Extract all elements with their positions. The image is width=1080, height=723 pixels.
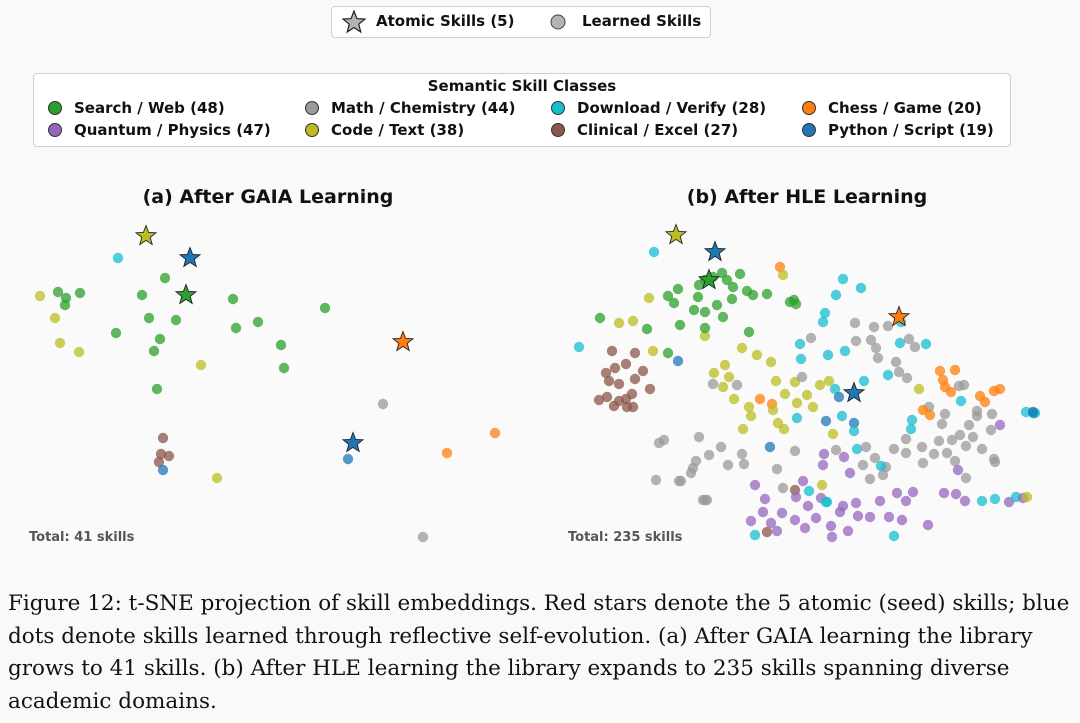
skill-point (771, 376, 781, 386)
skill-point (817, 480, 827, 490)
skill-point (160, 273, 170, 283)
skill-point (724, 372, 734, 382)
skill-point (607, 346, 617, 356)
skill-point (977, 444, 987, 454)
skill-point (852, 444, 862, 454)
skill-point (878, 470, 888, 480)
skill-point (750, 530, 760, 540)
skill-point (644, 293, 654, 303)
skill-point (791, 299, 801, 309)
skill-point (55, 338, 65, 348)
class-legend-label: Search / Web (48) (74, 99, 225, 117)
panel-b-total: Total: 235 skills (568, 530, 683, 545)
skill-point (831, 445, 841, 455)
skill-point (739, 459, 749, 469)
skill-point (732, 380, 742, 390)
skill-point (673, 356, 683, 366)
skill-point (827, 532, 837, 542)
skill-point (723, 460, 733, 470)
skill-point (839, 452, 849, 462)
skill-point (792, 413, 802, 423)
skill-point (837, 411, 847, 421)
skill-point (850, 318, 860, 328)
skill-point (986, 425, 996, 435)
skill-point (574, 342, 584, 352)
skill-point (908, 487, 918, 497)
skill-point (50, 313, 60, 323)
skill-point (907, 415, 917, 425)
marker-legend-learned: Learned Skills (582, 12, 702, 30)
skill-point (212, 473, 222, 483)
skill-point (729, 394, 739, 404)
skill-point (663, 348, 673, 358)
skill-point (961, 441, 971, 451)
skill-point (35, 291, 45, 301)
skill-point (689, 305, 699, 315)
skill-point (803, 501, 813, 511)
skill-point (921, 339, 931, 349)
skill-point (869, 322, 879, 332)
skill-point (960, 496, 970, 506)
atomic-skill-star (180, 248, 200, 267)
skill-point (895, 338, 905, 348)
class-legend-title: Semantic Skill Classes (427, 77, 617, 95)
skill-point (735, 269, 745, 279)
skill-point (901, 434, 911, 444)
skill-point (889, 444, 899, 454)
skill-point (768, 405, 778, 415)
skill-point (955, 430, 965, 440)
skill-point (910, 342, 920, 352)
skill-point (821, 497, 831, 507)
skill-point (902, 373, 912, 383)
skill-point (792, 398, 802, 408)
skill-point (718, 382, 728, 392)
skill-point (780, 389, 790, 399)
skill-point (828, 429, 838, 439)
skill-point (609, 401, 619, 411)
skill-point (811, 513, 821, 523)
skill-point (800, 523, 810, 533)
skill-point (819, 449, 829, 459)
skill-point (777, 508, 787, 518)
class-legend-label: Clinical / Excel (27) (577, 121, 739, 139)
skill-point (946, 387, 956, 397)
skill-point (851, 498, 861, 508)
skill-point (755, 394, 765, 404)
skill-point (594, 395, 604, 405)
skill-point (818, 460, 828, 470)
skill-point (746, 411, 756, 421)
skill-point (378, 399, 388, 409)
skill-point (694, 432, 704, 442)
skill-point (897, 515, 907, 525)
skill-point (972, 406, 982, 416)
skill-point (718, 312, 728, 322)
skill-point (849, 426, 859, 436)
skill-point (674, 476, 684, 486)
skill-point (772, 526, 782, 536)
skill-point (621, 359, 631, 369)
skill-point (158, 465, 168, 475)
skill-point (614, 379, 624, 389)
class-legend-label: Code / Text (38) (331, 121, 465, 139)
skill-point (490, 428, 500, 438)
skill-point (826, 521, 836, 531)
skill-point (231, 323, 241, 333)
skill-point (144, 313, 154, 323)
skill-point (950, 456, 960, 466)
atomic-skill-star (176, 285, 196, 304)
skill-point (595, 313, 605, 323)
skill-point (989, 454, 999, 464)
skill-point (649, 247, 659, 257)
skill-point (808, 402, 818, 412)
skill-point (60, 300, 70, 310)
skill-point (934, 436, 944, 446)
skill-point (320, 303, 330, 313)
skill-point (959, 380, 969, 390)
skill-point (961, 473, 971, 483)
skill-point (669, 298, 679, 308)
class-legend-label: Download / Verify (28) (577, 99, 767, 117)
panel-a-title: (a) After GAIA Learning (142, 186, 394, 208)
skill-point (614, 318, 624, 328)
skill-point (765, 442, 775, 452)
skill-point (804, 486, 814, 496)
skill-point (758, 507, 768, 517)
skill-point (744, 327, 754, 337)
skill-point (820, 308, 830, 318)
skill-point (834, 392, 844, 402)
skill-point (968, 432, 978, 442)
skill-point (74, 347, 84, 357)
atomic-skill-star (343, 433, 363, 452)
skill-point (875, 496, 885, 506)
skill-point (760, 494, 770, 504)
skill-point (858, 460, 868, 470)
skill-point (716, 442, 726, 452)
skill-point (798, 476, 808, 486)
skill-point (171, 315, 181, 325)
skill-point (929, 449, 939, 459)
skill-point (901, 448, 911, 458)
skill-point (708, 379, 718, 389)
skill-point (75, 288, 85, 298)
skill-point (977, 496, 987, 506)
skill-point (746, 516, 756, 526)
skill-point (693, 292, 703, 302)
skill-point (137, 290, 147, 300)
skill-point (821, 416, 831, 426)
skill-point (790, 446, 800, 456)
class-legend-label: Chess / Game (20) (828, 99, 982, 117)
skill-point (750, 480, 760, 490)
class-legend-label: Python / Script (19) (828, 121, 994, 139)
skill-point (937, 419, 947, 429)
skill-point (418, 532, 428, 542)
skill-point (638, 366, 648, 376)
skill-point (995, 420, 1005, 430)
skill-point (914, 384, 924, 394)
skill-point (795, 339, 805, 349)
skill-point (859, 376, 869, 386)
skill-point (737, 343, 747, 353)
skill-point (630, 374, 640, 384)
atomic-skill-star (136, 226, 156, 245)
skill-point (737, 449, 747, 459)
skill-point (873, 353, 883, 363)
skill-point (688, 463, 698, 473)
skill-point (918, 405, 928, 415)
skill-point (152, 384, 162, 394)
skill-point (772, 464, 782, 474)
skill-point (111, 328, 121, 338)
skill-point (964, 420, 974, 430)
atomic-skill-star (705, 242, 725, 261)
skill-point (796, 354, 806, 364)
skill-point (865, 474, 875, 484)
skill-point (113, 253, 123, 263)
skill-point (939, 488, 949, 498)
skill-point (940, 409, 950, 419)
skill-point (630, 348, 640, 358)
skill-point (762, 289, 772, 299)
skill-point (815, 380, 825, 390)
skill-point (871, 343, 881, 353)
skill-point (149, 346, 159, 356)
skill-point (628, 402, 638, 412)
skill-point (987, 409, 997, 419)
skill-point (995, 384, 1005, 394)
skill-point (1028, 407, 1038, 417)
skill-point (806, 333, 816, 343)
skill-point (253, 317, 263, 327)
skill-point (790, 515, 800, 525)
skill-point (843, 526, 853, 536)
skill-point (727, 294, 737, 304)
skill-point (778, 270, 788, 280)
skill-point (778, 483, 788, 493)
skill-point (720, 360, 730, 370)
skill-point (889, 531, 899, 541)
skill-point (659, 435, 669, 445)
skill-point (645, 384, 655, 394)
skill-point (700, 323, 710, 333)
skill-point (712, 300, 722, 310)
skill-point (917, 442, 927, 452)
skill-point (762, 527, 772, 537)
skill-point (228, 294, 238, 304)
skill-point (838, 274, 848, 284)
skill-point (709, 368, 719, 378)
atomic-skill-star (393, 332, 413, 351)
skill-point (700, 307, 710, 317)
skill-point (779, 424, 789, 434)
skill-point (744, 402, 754, 412)
skill-point (1022, 492, 1032, 502)
skill-point (818, 317, 828, 327)
skill-point (610, 363, 620, 373)
skill-point (752, 350, 762, 360)
atomic-skill-star (844, 383, 864, 402)
skill-point (851, 336, 861, 346)
skill-point (918, 458, 928, 468)
panel-b-title: (b) After HLE Learning (686, 186, 928, 208)
skill-point (892, 488, 902, 498)
skill-point (604, 376, 614, 386)
skill-point (673, 284, 683, 294)
skill-point (883, 321, 893, 331)
class-legend-label: Quantum / Physics (47) (74, 121, 271, 139)
skill-point (797, 372, 807, 382)
panel-a-total: Total: 41 skills (29, 530, 135, 545)
skill-point (990, 494, 1000, 504)
skill-point (791, 492, 801, 502)
skill-point (845, 468, 855, 478)
skill-point (884, 512, 894, 522)
marker-legend-atomic: Atomic Skills (5) (376, 12, 515, 30)
skill-point (861, 442, 871, 452)
skill-point (935, 366, 945, 376)
skill-point (164, 451, 174, 461)
skill-point (651, 475, 661, 485)
skill-point (942, 448, 952, 458)
skill-point (840, 346, 850, 356)
skill-point (155, 334, 165, 344)
skill-point (700, 495, 710, 505)
skill-point (279, 363, 289, 373)
class-legend-label: Math / Chemistry (44) (331, 99, 516, 117)
skill-point (906, 424, 916, 434)
skill-point (876, 461, 886, 471)
skill-point (901, 496, 911, 506)
skill-point (923, 520, 933, 530)
skill-point (824, 376, 834, 386)
skill-point (823, 350, 833, 360)
skill-point (704, 450, 714, 460)
skill-point (865, 512, 875, 522)
skill-point (442, 448, 452, 458)
skill-point (953, 465, 963, 475)
skill-point (838, 501, 848, 511)
skill-point (276, 340, 286, 350)
skill-point (950, 365, 960, 375)
skill-point (980, 397, 990, 407)
skill-point (951, 489, 961, 499)
skill-point (856, 283, 866, 293)
skill-point (853, 511, 863, 521)
skill-point (648, 346, 658, 356)
skill-point (158, 433, 168, 443)
skill-point (883, 370, 893, 380)
figure-caption: Figure 12: t-SNE projection of skill embeddings. Red stars denote the 5 atomic (seed) skills; blue dots denote skills learned through reflective self-evolution. (a) After GAIA learning the library grows to 41 skills. (b) After HLE learning the library expands to 235 skills spanning diverse academic domains. (8, 591, 1070, 714)
atomic-skill-star (666, 225, 686, 244)
skill-point (802, 390, 812, 400)
skill-point (675, 320, 685, 330)
skill-point (642, 324, 652, 334)
skill-point (766, 357, 776, 367)
skill-point (628, 316, 638, 326)
skill-point (728, 282, 738, 292)
skill-point (738, 424, 748, 434)
skill-point (831, 290, 841, 300)
skill-point (956, 396, 966, 406)
skill-point (196, 360, 206, 370)
skill-point (891, 357, 901, 367)
skill-point (748, 290, 758, 300)
skill-point (343, 454, 353, 464)
